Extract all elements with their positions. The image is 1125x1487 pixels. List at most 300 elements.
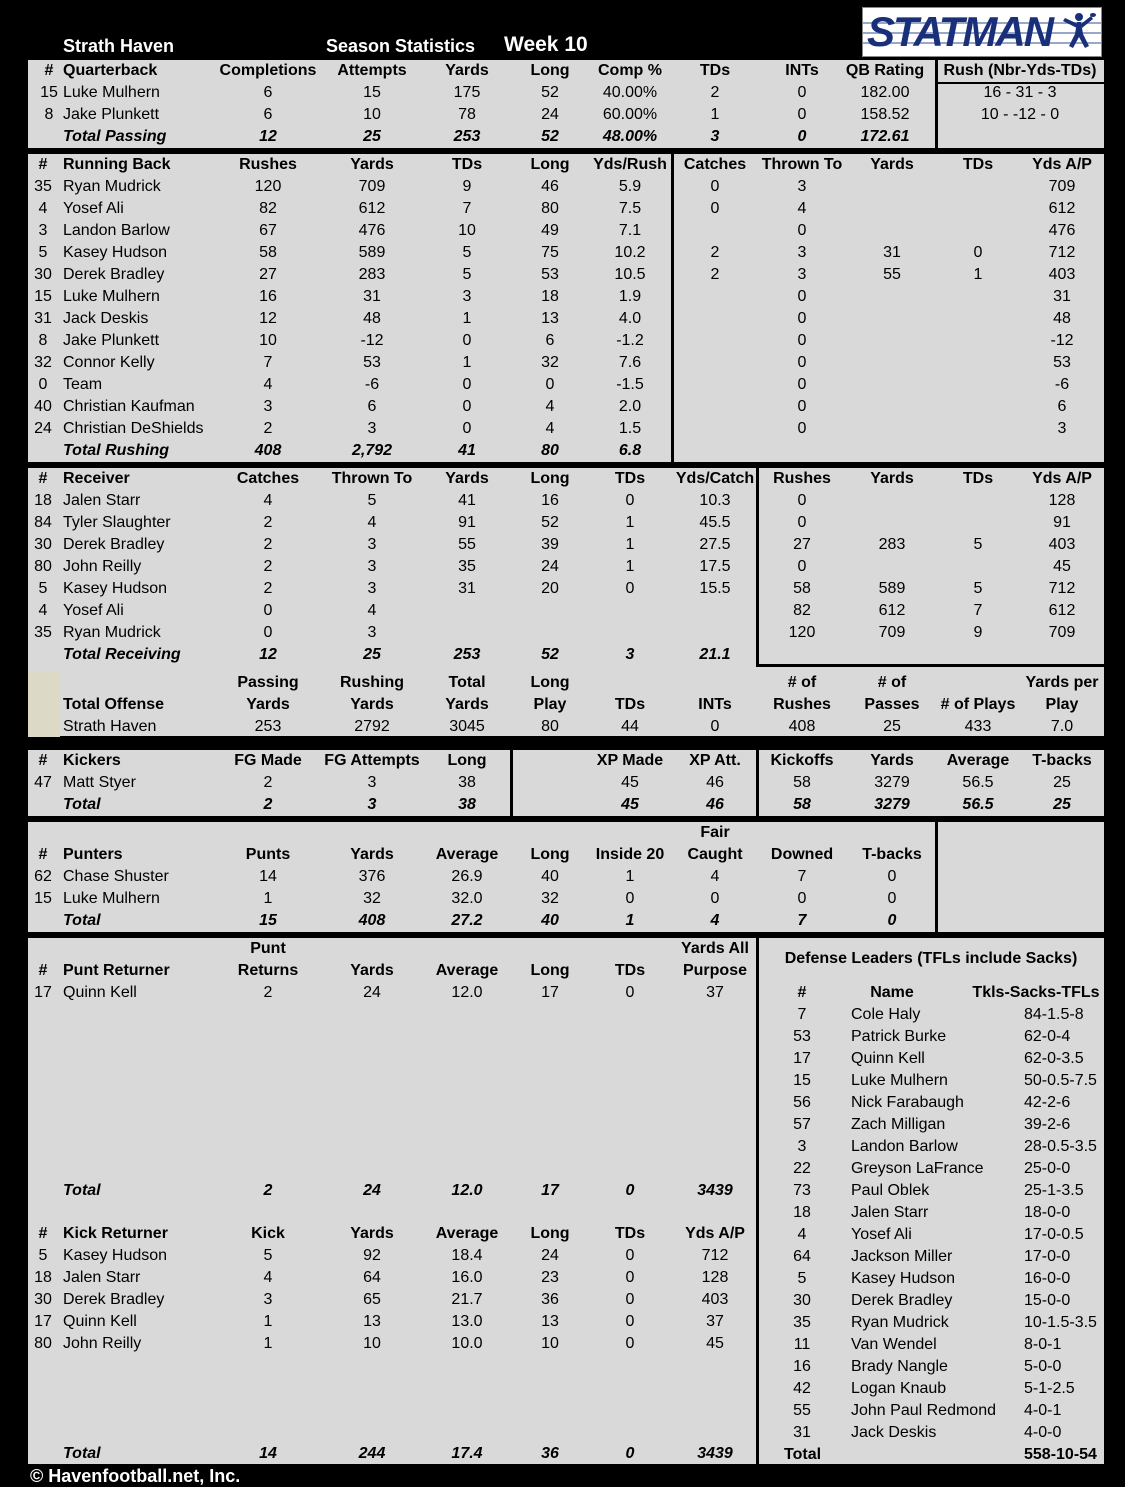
rec-row-cell: 91 [1053, 514, 1071, 531]
rb-total-cell [28, 440, 58, 462]
rec-row-cell: 55 [458, 536, 476, 553]
rec-header-cell: Catches [236, 470, 300, 487]
punt-row-cell: 1 [263, 890, 273, 907]
rec-row-cell: 0 [625, 492, 635, 509]
kr-row-cell: 13.0 [451, 1313, 483, 1330]
rb-row-cell: 0 [710, 178, 720, 195]
kick-row-cell: 46 [706, 774, 724, 791]
qb-row-cell: Luke Mulhern [63, 84, 160, 101]
offense-header-top-cell: # of [877, 674, 907, 691]
pr-header-cell: # [38, 962, 48, 979]
rb-row-cell: 7.6 [618, 354, 642, 371]
qb-row-cell: 60.00% [602, 106, 658, 123]
rec-row-cell: 41 [458, 492, 476, 509]
rec-row-cell: 80 [34, 558, 52, 575]
kick-row-cell: 58 [793, 774, 811, 791]
kr-row-cell: 1 [263, 1335, 273, 1352]
rb-row-cell: 0 [462, 332, 472, 349]
rb-row-cell: 30 [34, 266, 52, 283]
rec-row-cell [948, 490, 1008, 512]
rb-row-cell: 31 [1053, 288, 1071, 305]
offense-header-top-cell: Long [530, 674, 570, 691]
offense-row-cell: 7.0 [1050, 718, 1074, 735]
punt-total-cell: 408 [358, 912, 386, 929]
rb-row-cell: 53 [1053, 354, 1071, 371]
rec-row-cell: 5 [973, 536, 983, 553]
pr-row-cell: Quinn Kell [63, 984, 137, 1001]
qb-row-cell: 6 [263, 84, 273, 101]
pr-header-top-cell: Punt [250, 940, 286, 957]
kick-total-cell: 3279 [874, 796, 910, 813]
qb-row-cell: 16 - 31 - 3 [983, 84, 1057, 101]
rec-header-cell: Yards [870, 470, 914, 487]
rb-row-cell [675, 286, 755, 308]
rb-row-cell: 6 [1057, 398, 1067, 415]
punt-total-cell: 40 [541, 912, 559, 929]
kr-total-cell: 36 [541, 1445, 559, 1462]
rec-row-cell: 17.5 [699, 558, 731, 575]
offense-header-top-cell: # of [787, 674, 817, 691]
offense-header-cell: Yards [246, 696, 290, 713]
rb-row-cell [857, 286, 927, 308]
rec-row-cell [600, 622, 660, 644]
rb-total-cell [675, 440, 755, 462]
pr-row-cell: 12.0 [451, 984, 483, 1001]
offense-header-top-cell: Total [448, 674, 486, 691]
rb-row-cell [857, 308, 927, 330]
offense-row-cell: 3045 [449, 718, 485, 735]
rb-row-cell: 0 [797, 332, 807, 349]
rb-total-cell: 408 [254, 442, 282, 459]
punt-row-cell: 7 [797, 868, 807, 885]
kick-total-cell [28, 794, 58, 816]
kr-row-cell: 0 [625, 1335, 635, 1352]
rb-row-cell: 0 [462, 420, 472, 437]
rec-row-cell: 45.5 [699, 514, 731, 531]
rec-row-cell: 18 [34, 492, 52, 509]
rb-row-cell: 7 [462, 200, 472, 217]
rb-row-cell [857, 396, 927, 418]
kick-header-cell: # [38, 752, 48, 769]
rec-total-cell: Total Receiving [63, 646, 181, 663]
kr-header-cell: Long [530, 1225, 570, 1242]
rec-row-cell: 27.5 [699, 536, 731, 553]
punt-total-cell: Total [63, 912, 101, 929]
defense-row-cell: 7 [797, 1006, 807, 1023]
offense-row-cell: Strath Haven [63, 718, 157, 735]
defense-row-cell: 73 [793, 1182, 811, 1199]
defense-row-cell: Van Wendel [851, 1336, 937, 1353]
kr-total-cell: 17.4 [451, 1445, 483, 1462]
rb-row-cell: 120 [254, 178, 282, 195]
defense-row-cell: Yosef Ali [851, 1226, 912, 1243]
defense-row-cell: Ryan Mudrick [851, 1314, 949, 1331]
rec-header-cell: Rushes [773, 470, 831, 487]
rb-row-cell: 7 [263, 354, 273, 371]
offense-row-cell: 44 [621, 718, 639, 735]
offense-header-cell [28, 694, 58, 716]
rb-row-cell: 0 [462, 398, 472, 415]
rec-row-cell: 15.5 [699, 580, 731, 597]
rb-row-cell: Landon Barlow [63, 222, 170, 239]
rb-row-cell: 9 [462, 178, 472, 195]
rec-total-cell [1022, 644, 1102, 666]
pr-total-cell [28, 1180, 58, 1202]
defense-row-cell: Paul Oblek [851, 1182, 930, 1199]
rec-row-cell: 20 [541, 580, 559, 597]
kr-row-cell: 3 [263, 1291, 273, 1308]
defense-header-cell: Tkls-Sacks-TFLs [972, 984, 1100, 1001]
offense-row-cell: 253 [254, 718, 282, 735]
defense-row-cell: 4-0-1 [1024, 1402, 1062, 1419]
rec-row-cell: 1 [625, 514, 635, 531]
defense-row-cell: 16 [793, 1358, 811, 1375]
rb-row-cell: 7.5 [618, 200, 642, 217]
qb-row-cell: 40.00% [602, 84, 658, 101]
defense-header-cell: Name [870, 984, 914, 1001]
rb-row-cell: 31 [363, 288, 381, 305]
kick-header-cell: Long [447, 752, 487, 769]
rec-row-cell: 24 [541, 558, 559, 575]
punt-total-cell: 15 [259, 912, 277, 929]
rb-row-cell: Yosef Ali [63, 200, 124, 217]
kr-row-cell: 13 [363, 1313, 381, 1330]
defense-row-cell: 15-0-0 [1024, 1292, 1071, 1309]
rb-header-cell: Yards [870, 156, 914, 173]
copyright: © Havenfootball.net, Inc. [30, 1466, 241, 1486]
qb-total-cell: 3 [710, 128, 720, 145]
rec-row-cell: 2 [263, 514, 273, 531]
kr-row-cell: 36 [541, 1291, 559, 1308]
kr-row-cell: 128 [701, 1269, 729, 1286]
kick-total-cell: 25 [1053, 796, 1071, 813]
rec-row-cell [948, 512, 1008, 534]
kick-total-cell: 3 [367, 796, 377, 813]
rb-row-cell: 1 [462, 310, 472, 327]
rb-total-cell: 41 [458, 442, 476, 459]
kr-header-cell: Yards [350, 1225, 394, 1242]
pr-total-cell: 2 [263, 1182, 273, 1199]
punt-header-cell: Average [435, 846, 499, 863]
rec-row-cell: 7 [973, 602, 983, 619]
punt-total-cell: 4 [710, 912, 720, 929]
defense-row-cell: 64 [793, 1248, 811, 1265]
pr-header-cell: Purpose [682, 962, 747, 979]
rb-row-cell: 35 [34, 178, 52, 195]
kr-row-cell: 18.4 [451, 1247, 483, 1264]
rb-row-cell: 2 [263, 420, 273, 437]
rb-row-cell: -6 [1054, 376, 1070, 393]
rb-row-cell: 58 [259, 244, 277, 261]
defense-row-cell: 62-0-4 [1024, 1028, 1071, 1045]
defense-total-cell: Total [784, 1446, 822, 1463]
rb-header-cell: Thrown To [761, 156, 843, 173]
qb-row-cell: 10 - -12 - 0 [980, 106, 1060, 123]
rb-row-cell: 53 [363, 354, 381, 371]
qb-total-cell [937, 126, 1103, 148]
offense-row-cell: 80 [541, 718, 559, 735]
rb-row-cell: 1.5 [618, 420, 642, 437]
rec-row-cell [437, 622, 497, 644]
rb-row-cell: 48 [363, 310, 381, 327]
punt-row-cell: 32.0 [451, 890, 483, 907]
rec-header-cell: Yards [445, 470, 489, 487]
rec-row-cell [520, 600, 580, 622]
defense-total-cell: 558-10-54 [1024, 1446, 1097, 1463]
defense-header-cell: # [797, 984, 807, 1001]
rb-row-cell: 3 [38, 222, 48, 239]
rb-row-cell: 27 [259, 266, 277, 283]
defense-row-cell: 17 [793, 1050, 811, 1067]
kick-header-cell: FG Attempts [324, 752, 420, 769]
rb-row-cell: 40 [34, 398, 52, 415]
kick-divider-2 [756, 750, 759, 816]
punt-row-cell: Luke Mulhern [63, 890, 160, 907]
kr-row-cell: 0 [625, 1313, 635, 1330]
rb-row-cell: 1.9 [618, 288, 642, 305]
qb-total-cell: 253 [453, 128, 481, 145]
rb-row-cell: 709 [1048, 178, 1076, 195]
punt-header-cell: Downed [770, 846, 834, 863]
defense-row-cell: Brady Nangle [851, 1358, 948, 1375]
qb-header-cell: TDs [699, 62, 731, 79]
qb-total-cell: Total Passing [63, 128, 167, 145]
rb-row-cell: -12 [360, 332, 384, 349]
rec-row-cell: 52 [541, 514, 559, 531]
punt-header-top-cell [762, 822, 842, 844]
rec-row-cell: 589 [878, 580, 906, 597]
rb-row-cell: Luke Mulhern [63, 288, 160, 305]
rb-row-cell [948, 330, 1008, 352]
rb-row-cell: 15 [34, 288, 52, 305]
kr-header-cell: Kick [251, 1225, 285, 1242]
rb-row-cell: Kasey Hudson [63, 244, 168, 261]
kr-row-cell: John Reilly [63, 1335, 142, 1352]
qb-total-cell: 172.61 [860, 128, 910, 145]
rec-row-cell [857, 556, 927, 578]
defense-row-cell: Jackson Miller [851, 1248, 953, 1265]
punt-header-top-cell [427, 822, 507, 844]
rb-row-cell: -1.2 [616, 332, 644, 349]
punt-header-top-cell: Fair [700, 824, 730, 841]
offense-header-cell: TDs [614, 696, 646, 713]
qb-header-cell: QB Rating [845, 62, 925, 79]
qb-header-cell: Yards [445, 62, 489, 79]
rb-total-cell [857, 440, 927, 462]
punt-row-cell: 1 [625, 868, 635, 885]
qb-row-cell: 24 [541, 106, 559, 123]
rec-row-cell [857, 512, 927, 534]
pr-header-cell: Returns [237, 962, 299, 979]
rec-row-cell: 3 [367, 558, 377, 575]
rb-row-cell: 283 [358, 266, 386, 283]
rb-header-cell: Yards [350, 156, 394, 173]
offense-header-top-cell: Yards per [1025, 674, 1099, 691]
defense-row-cell: Landon Barlow [851, 1138, 958, 1155]
defense-title: Defense Leaders (TFLs include Sacks) [784, 950, 1078, 967]
qb-row-cell: 182.00 [860, 84, 910, 101]
rb-row-cell: 7.1 [618, 222, 642, 239]
rb-row-cell: -1.5 [616, 376, 644, 393]
defense-row-cell: 62-0-3.5 [1024, 1050, 1084, 1067]
kr-header-cell: Average [435, 1225, 499, 1242]
punt-row-cell: 32 [363, 890, 381, 907]
rb-row-cell: 6 [545, 332, 555, 349]
offense-header-cell: Play [1045, 696, 1079, 713]
rb-row-cell: 49 [541, 222, 559, 239]
qb-total-cell: 52 [541, 128, 559, 145]
punt-row-cell: Chase Shuster [63, 868, 169, 885]
rb-row-cell [948, 308, 1008, 330]
pr-header-top-cell [28, 938, 58, 960]
qb-header-cell: Rush (Nbr-Yds-TDs) [943, 62, 1097, 79]
rb-row-cell [948, 286, 1008, 308]
rec-row-cell [520, 622, 580, 644]
returns-divider [756, 938, 759, 1464]
rec-row-cell: 712 [1048, 580, 1076, 597]
pr-row-cell: 17 [541, 984, 559, 1001]
rec-row-cell: 283 [878, 536, 906, 553]
defense-row-cell: 5-1-2.5 [1024, 1380, 1075, 1397]
rec-row-cell: 31 [458, 580, 476, 597]
rb-total-cell: Total Rushing [63, 442, 170, 459]
rb-header-cell: Yds/Rush [593, 156, 667, 173]
week-label: Week 10 [504, 33, 588, 56]
kick-header-cell [520, 750, 580, 772]
rb-row-cell: 32 [541, 354, 559, 371]
kr-row-cell: 24 [541, 1247, 559, 1264]
kr-row-cell: 0 [625, 1247, 635, 1264]
qb-row-cell: 0 [797, 106, 807, 123]
rb-row-cell [948, 198, 1008, 220]
defense-row-cell: 10-1.5-3.5 [1024, 1314, 1097, 1331]
rec-row-cell: Jalen Starr [63, 492, 141, 509]
rb-total-cell: 80 [541, 442, 559, 459]
player-figure-icon [1057, 10, 1097, 54]
pr-total-cell: 3439 [697, 1182, 733, 1199]
punt-row-cell: 14 [259, 868, 277, 885]
rec-row-cell: 0 [797, 514, 807, 531]
kr-row-cell: 18 [34, 1269, 52, 1286]
rb-row-cell: 55 [883, 266, 901, 283]
punt-row-cell: 0 [797, 890, 807, 907]
rec-row-cell: 4 [38, 602, 48, 619]
rb-row-cell [948, 220, 1008, 242]
kick-header-cell: XP Att. [689, 752, 741, 769]
rb-row-cell: 0 [797, 354, 807, 371]
rb-row-cell [675, 418, 755, 440]
rec-row-cell: 30 [34, 536, 52, 553]
kick-header-cell: T-backs [1032, 752, 1092, 769]
punt-row-cell: 15 [34, 890, 52, 907]
kick-total-cell: 38 [458, 796, 476, 813]
punt-row-cell: 0 [887, 868, 897, 885]
rec-row-cell: 27 [793, 536, 811, 553]
punt-divider [935, 822, 938, 932]
pr-header-top-cell [427, 938, 507, 960]
rb-row-cell: 2 [710, 266, 720, 283]
rec-row-cell: 4 [367, 602, 377, 619]
rec-row-cell: 91 [458, 514, 476, 531]
defense-row-cell: Nick Farabaugh [851, 1094, 964, 1111]
rb-row-cell [857, 330, 927, 352]
rb-row-cell: 0 [797, 288, 807, 305]
offense-header-cell: INTs [698, 696, 732, 713]
rb-header-cell: TDs [451, 156, 483, 173]
rb-row-cell: 4.0 [618, 310, 642, 327]
rec-total-cell: 52 [541, 646, 559, 663]
kr-row-cell: 712 [701, 1247, 729, 1264]
punt-header-top-cell [28, 822, 58, 844]
rb-row-cell: 0 [973, 244, 983, 261]
defense-row-cell: 28-0.5-3.5 [1024, 1138, 1097, 1155]
defense-row-cell: 25-1-3.5 [1024, 1182, 1084, 1199]
rec-row-cell: 82 [793, 602, 811, 619]
kr-row-cell: Quinn Kell [63, 1313, 137, 1330]
rb-row-cell: 32 [34, 354, 52, 371]
offense-header-top-cell [933, 672, 1023, 694]
defense-row-cell: Jack Deskis [851, 1424, 937, 1441]
defense-row-cell: 56 [793, 1094, 811, 1111]
rb-row-cell: Christian Kaufman [63, 398, 195, 415]
offense-row-cell: 25 [883, 718, 901, 735]
kr-row-cell: 10.0 [451, 1335, 483, 1352]
rb-row-cell: 31 [34, 310, 52, 327]
qb-row-cell: 1 [710, 106, 720, 123]
kick-total-cell: 45 [621, 796, 639, 813]
defense-row-cell: Cole Haly [851, 1006, 921, 1023]
punt-header-cell: Inside 20 [595, 846, 665, 863]
rec-row-cell: Tyler Slaughter [63, 514, 171, 531]
kr-row-cell: 80 [34, 1335, 52, 1352]
rb-row-cell: 0 [710, 200, 720, 217]
punt-header-top-cell [520, 822, 580, 844]
rec-row-cell: 1 [625, 558, 635, 575]
punt-row-cell: 4 [710, 868, 720, 885]
punt-header-top-cell [332, 822, 412, 844]
offense-header-cell: Yards [350, 696, 394, 713]
rec-row-cell: 16 [541, 492, 559, 509]
defense-row-cell: 31 [793, 1424, 811, 1441]
punt-row-cell: 0 [887, 890, 897, 907]
rec-row-cell: 0 [797, 492, 807, 509]
rec-row-cell: 128 [1048, 492, 1076, 509]
rec-header-cell: TDs [614, 470, 646, 487]
rb-row-cell: 612 [1048, 200, 1076, 217]
rb-row-cell [948, 352, 1008, 374]
kr-row-cell: 23 [541, 1269, 559, 1286]
pr-total-cell: 0 [625, 1182, 635, 1199]
rb-row-cell: 4 [797, 200, 807, 217]
qb-row-cell: Jake Plunkett [63, 106, 160, 123]
defense-row-cell: 39-2-6 [1024, 1116, 1071, 1133]
rb-row-cell [948, 374, 1008, 396]
rb-row-cell: Jake Plunkett [63, 332, 160, 349]
rec-total-cell [948, 644, 1008, 666]
pr-header-top-cell [63, 938, 223, 960]
rec-row-cell: Derek Bradley [63, 536, 165, 553]
defense-row-cell: 22 [793, 1160, 811, 1177]
rb-row-cell: 46 [541, 178, 559, 195]
rb-row-cell: 709 [358, 178, 386, 195]
rb-row-cell [675, 330, 755, 352]
offense-header-cell: Rushes [773, 696, 831, 713]
defense-row-cell: 4-0-0 [1024, 1424, 1062, 1441]
defense-row-cell: 55 [793, 1402, 811, 1419]
kr-row-cell: 4 [263, 1269, 273, 1286]
pr-total-cell: 12.0 [451, 1182, 483, 1199]
rb-row-cell: 18 [541, 288, 559, 305]
